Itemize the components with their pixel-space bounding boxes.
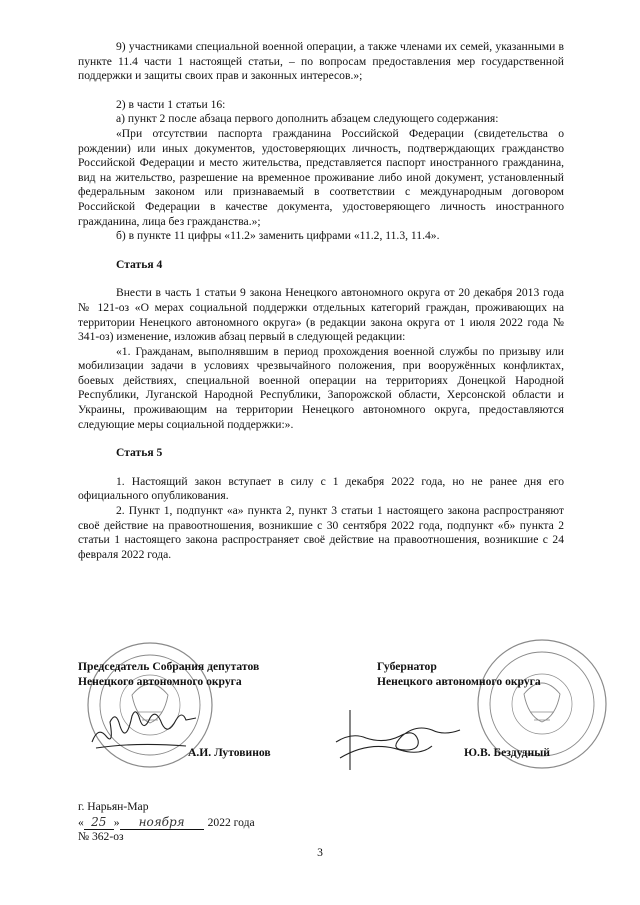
right-signatory-name: Ю.В. Бездудный bbox=[464, 746, 550, 759]
left-signatory-title-line-2: Ненецкого автономного округа bbox=[78, 674, 242, 688]
footer-date-month: ноября bbox=[120, 815, 204, 831]
paragraph-article-4-quote: «1. Гражданам, выполнявшим в период прохождения военной службы по призыву или мобилизации задачи в условиях чрезвычайного положения, при вооружённых конфликтах, боевых действиях, специальной военной операции на территориях Донецкой Народной Республики, Луганской Народной Республики, Запорожской области, Херсонской области и Украины, проживающим на территории Ненецкого автономного округа, предоставляются следующие меры социальной поддержки:». bbox=[78, 344, 564, 431]
footer-date-day: 25 bbox=[84, 815, 114, 831]
right-signature-icon bbox=[336, 710, 460, 770]
paragraph-subitem-a: а) пункт 2 после абзаца первого дополнить абзацем следующего содержания: bbox=[116, 112, 499, 126]
footer-law-number: № 362-оз bbox=[78, 830, 124, 844]
right-signatory-title-line-1: Губернатор bbox=[377, 660, 437, 673]
document-body bbox=[78, 40, 564, 562]
paragraph-item-9: 9) участниками специальной военной операции, а также членами их семей, указанными в пункте 11.4 части 1 настоящей статьи, – по вопросам предоставления мер государственной поддержки и защиты своих прав и законных интересов.»; bbox=[78, 40, 564, 83]
paragraph-article-5-2: 2. Пункт 1, подпункт «а» пункта 2, пункт 3 статьи 1 настоящего закона распространяют своё действие на правоотношения, возникшие с 30 сентября 2022 года, подпункт «б» пункта 2 статьи 1 настоящего закона распространяет своё действие на правоотношения, возникшие с 24 февраля 2022 года. bbox=[78, 504, 564, 561]
left-signatory-title bbox=[78, 660, 259, 689]
document-footer bbox=[78, 800, 255, 845]
paragraph-article-4-intro: Внести в часть 1 статьи 9 закона Ненецкого автономного округа от 20 декабря 2013 года № 121-оз «О мерах социальной поддержки отдельных категорий граждан, проживающих на территории Ненецкого автономного округа» (в редакции закона округа от 1 июля 2022 года № 341-оз) изменение, изложив абзац первый в следующей редакции: bbox=[78, 286, 564, 344]
footer-city: г. Нарьян-Мар bbox=[78, 800, 149, 813]
right-signatory-title-line-2: Ненецкого автономного округа bbox=[377, 674, 541, 688]
page-number: 3 bbox=[317, 846, 323, 859]
paragraph-subitem-b: б) в пункте 11 цифры «11.2» заменить цифрами «11.2, 11.3, 11.4». bbox=[116, 229, 440, 243]
footer-date-year: 2022 года bbox=[207, 815, 255, 829]
footer-date bbox=[78, 815, 255, 831]
footer-date-open-quote: « bbox=[78, 815, 84, 829]
right-signatory-title bbox=[377, 660, 541, 689]
paragraph-article-5-1: 1. Настоящий закон вступает в силу с 1 декабря 2022 года, но не ранее дня его официального опубликования. bbox=[78, 474, 564, 503]
paragraph-quote-passport: «При отсутствии паспорта гражданина Российской Федерации (свидетельства о рождении) или иных документов, удостоверяющих личность, подтверждающих гражданство Российской Федерации и место жительства, представляется паспорт иностранного гражданина, вид на жительство, разрешение на временное проживание либо иной документ, установленный федеральным законом или признаваемый в соответствии с международным договором Российской Федерации в качестве документа, удостоверяющего личность иностранного гражданина, лица без гражданства.»; bbox=[78, 126, 564, 228]
article-5-heading: Статья 5 bbox=[116, 446, 163, 460]
article-4-heading: Статья 4 bbox=[116, 257, 163, 271]
footer-date-mid-quote: » bbox=[113, 815, 120, 829]
paragraph-part-2: 2) в части 1 статьи 16: bbox=[116, 97, 226, 111]
left-signatory-name: А.И. Лутовинов bbox=[188, 746, 271, 759]
left-signature-icon bbox=[92, 712, 196, 748]
left-signatory-title-line-1: Председатель Собрания депутатов bbox=[78, 660, 260, 673]
